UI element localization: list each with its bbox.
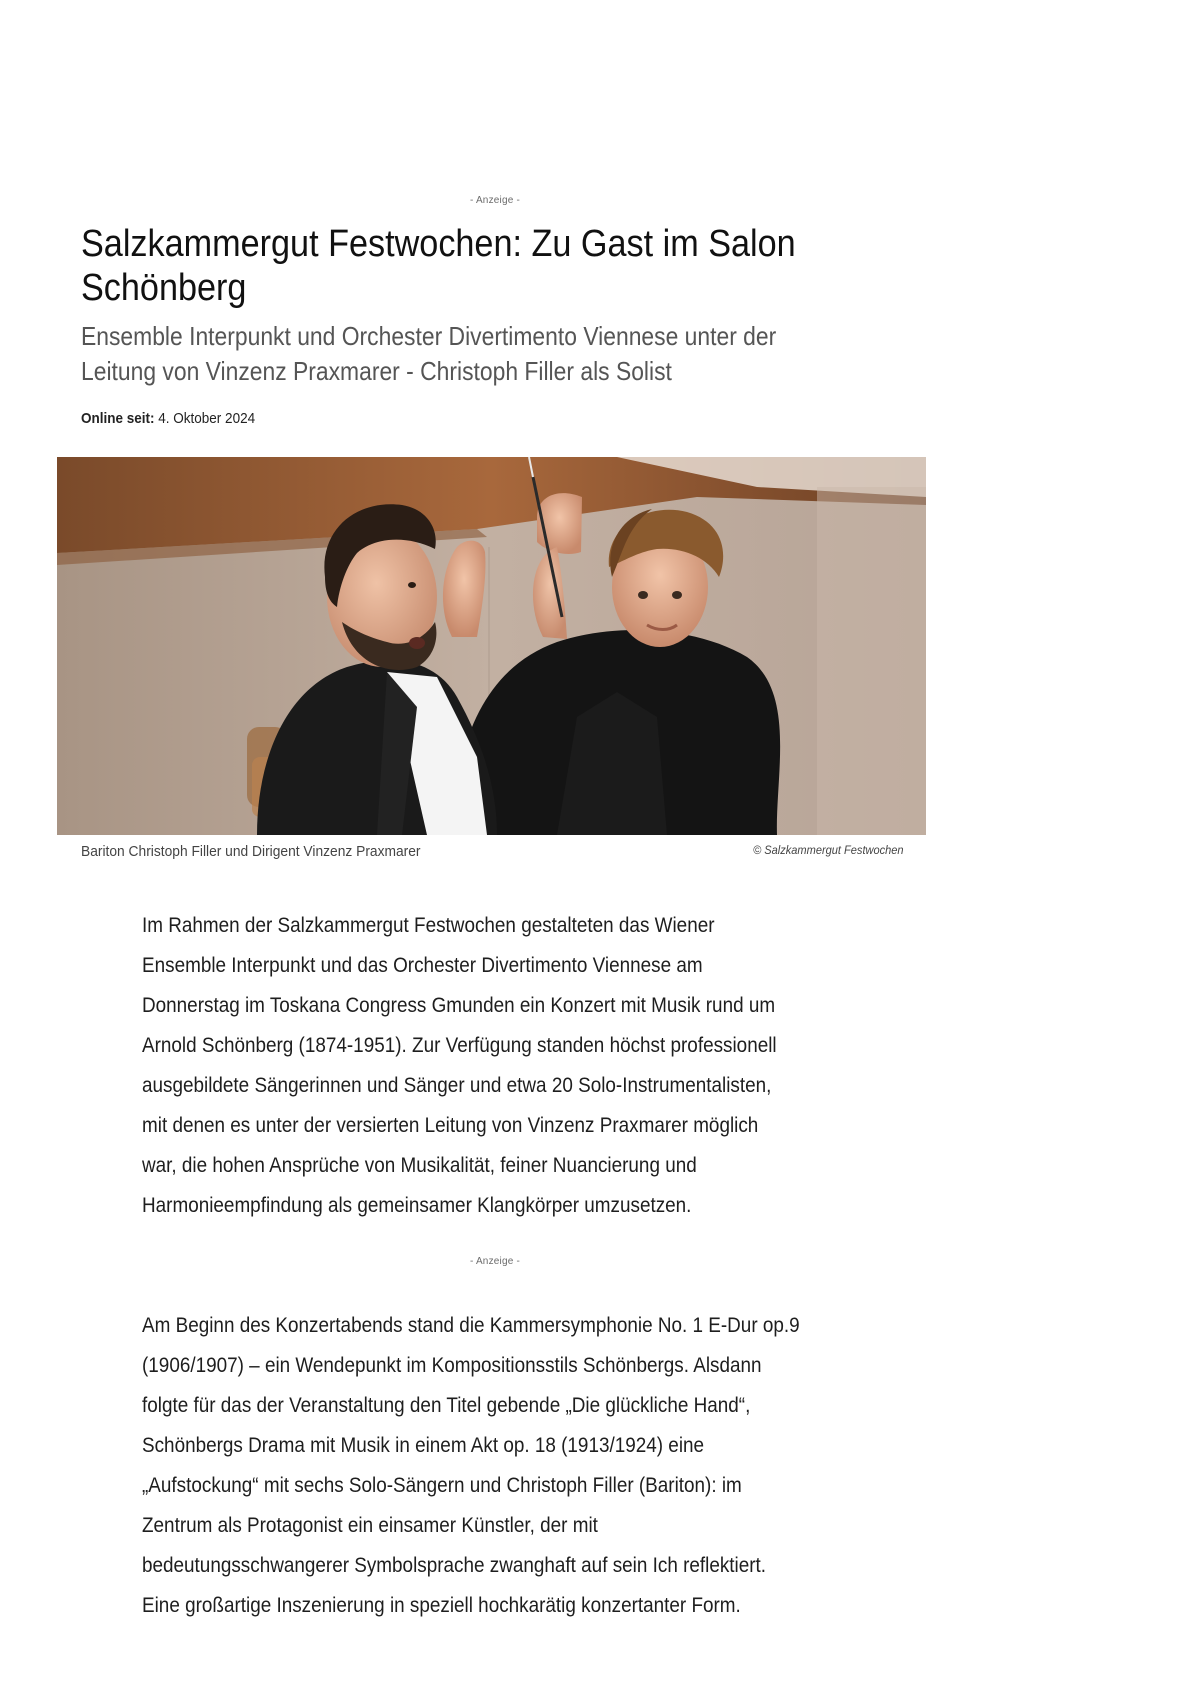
paragraph-line: war, die hohen Ansprüche von Musikalität, feiner Nuancierung und [142,1154,697,1177]
paragraph-line: bedeutungsschwangerer Symbolsprache zwanghaft auf sein Ich reflektiert. [142,1554,767,1577]
paragraph-line: „Aufstockung“ mit sechs Solo-Sängern und Christoph Filler (Bariton): im [142,1474,742,1497]
article-paragraph [142,1306,826,1626]
paragraph-line: (1906/1907) – ein Wendepunkt im Kompositionsstils Schönbergs. Alsdann [142,1354,762,1377]
article-photo-illustration [57,457,926,835]
article-photo [57,457,926,835]
paragraph-line: folgte für das der Veranstaltung den Titel gebende „Die glückliche Hand“, [142,1394,751,1417]
paragraph-line: Im Rahmen der Salzkammergut Festwochen gestalteten das Wiener [142,914,715,937]
paragraph-line: Donnerstag im Toskana Congress Gmunden ein Konzert mit Musik rund um [142,994,776,1017]
paragraph-line: Am Beginn des Konzertabends stand die Kammersymphonie No. 1 E-Dur op.9 [142,1314,800,1337]
paragraph-line: Ensemble Interpunkt und das Orchester Divertimento Viennese am [142,954,703,977]
advertisement-label: - Anzeige - [469,195,520,206]
publication-date-value: 4. Oktober 2024 [158,410,256,427]
article-subheadline: Ensemble Interpunkt und Orchester Divertimento Viennese unter der Leitung von Vinzenz Praxmarer - Christoph Filler als Solist [81,321,777,386]
advertisement-label: - Anzeige - [469,1256,520,1267]
paragraph-line: ausgebildete Sängerinnen und Sänger und etwa 20 Solo-Instrumentalisten, [142,1074,772,1097]
publication-date-label: Online seit: [81,410,155,427]
image-credit: © Salzkammergut Festwochen [753,843,904,857]
paragraph-line: mit denen es unter der versierten Leitung von Vinzenz Praxmarer möglich [142,1114,759,1137]
paragraph-line: Arnold Schönberg (1874-1951). Zur Verfügung standen höchst professionell [142,1034,777,1057]
article-paragraph [142,906,826,1226]
paragraph-line: Harmonieempfindung als gemeinsamer Klangkörper umzusetzen. [142,1194,692,1217]
image-caption: Bariton Christoph Filler und Dirigent Vinzenz Praxmarer [81,843,421,860]
paragraph-line: Eine großartige Inszenierung in speziell hochkarätig konzertanter Form. [142,1594,741,1617]
paragraph-line: Schönbergs Drama mit Musik in einem Akt op. 18 (1913/1924) eine [142,1434,705,1457]
paragraph-line: Zentrum als Protagonist ein einsamer Künstler, der mit [142,1514,598,1537]
publication-date [81,410,255,428]
article-headline: Salzkammergut Festwochen: Zu Gast im Salon Schönberg [81,223,796,309]
